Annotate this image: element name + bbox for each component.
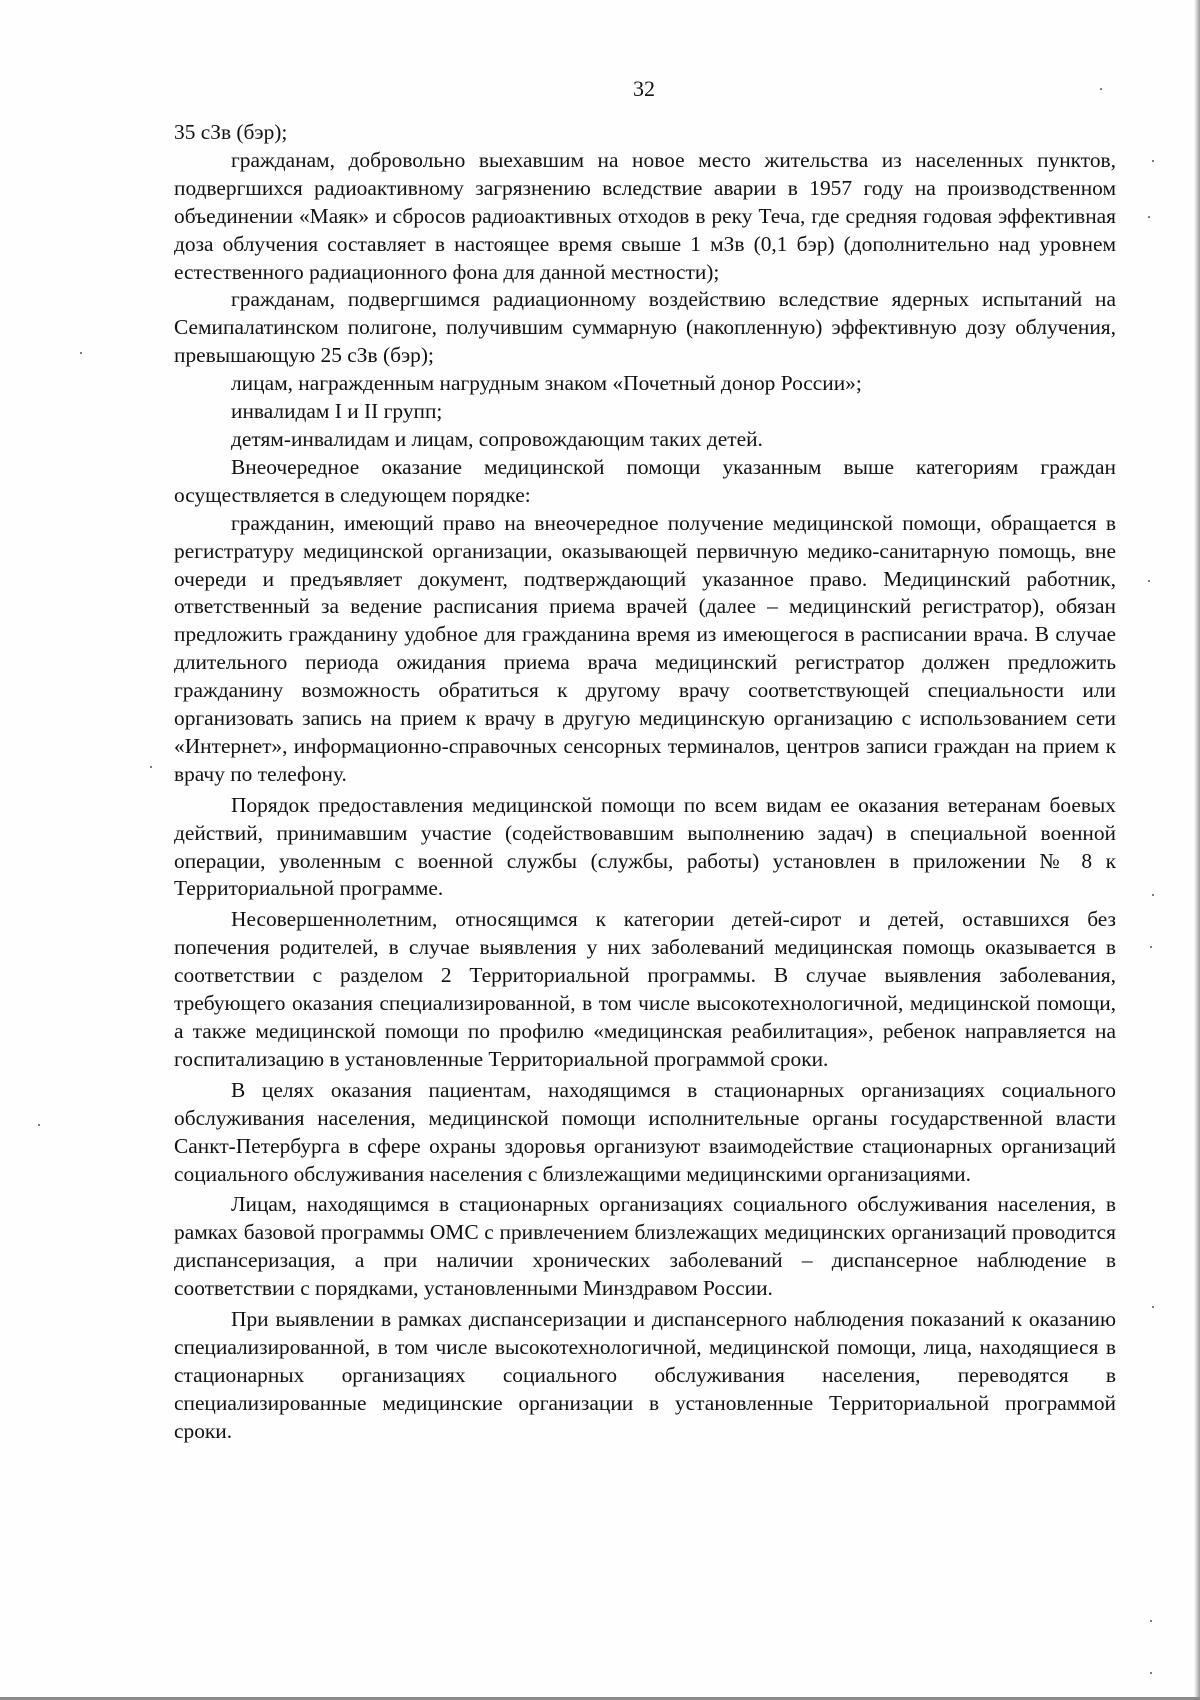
document-body xyxy=(174,119,1116,1446)
scan-speck xyxy=(1148,580,1150,582)
scan-speck xyxy=(1150,1672,1152,1674)
paragraph-11: В целях оказания пациентам, находящимся в стационарных организациях социального обслуживания населения, медицинской помощи исполнительные органы государственной власти Санкт-Петербурга в сфере охраны здоровья организуют взаимодействие стационарных организаций социального обслуживания населения с близлежащими медицинскими организациями. xyxy=(174,1077,1116,1186)
paragraph-8: гражданин, имеющий право на внеочередное получение медицинской помощи, обращается в регистратуру медицинской организации, оказывающей первичную медико-санитарную помощь, вне очереди и предъявляет документ, подтверждающий указанное право. Медицинский работник, ответственный за ведение расписания приема врачей (далее – медицинский регистратор), обязан предложить гражданину удобное для гражданина время из имеющегося в расписании врача. В случае длительного периода ожидания приема врача медицинский регистратор должен предложить гражданину возможность обратиться к другому врачу соответствующей специальности или организовать запись на прием к врачу в другую медицинскую организацию с использованием сети «Интернет», информационно-справочных сенсорных терминалов, центров записи граждан на прием к врачу по телефону. xyxy=(174,510,1116,786)
paragraph-5: инвалидам I и II групп; xyxy=(231,399,443,424)
paragraph-1: 35 сЗв (бэр); xyxy=(174,120,288,144)
scan-speck xyxy=(1148,216,1150,218)
scan-speck xyxy=(150,766,152,768)
paragraph-3: гражданам, подвергшимся радиационному воздействию вследствие ядерных испытаний на Семипалатинском полигоне, получившим суммарную (накопленную) эффективную дозу облучения, превышающую 25 сЗв (бэр); xyxy=(174,287,1116,368)
scan-edge-right xyxy=(1194,0,1200,1700)
scan-speck xyxy=(1150,946,1152,948)
paragraph-9: Порядок предоставления медицинской помощи по всем видам ее оказания ветеранам боевых действий, принимавшим участие (содействовавшим выполнению задач) в специальной военной операции, уволенным с военной службы (службы, работы) установлен в приложении № 8 к Территориальной программе. xyxy=(174,792,1116,901)
paragraph-6: детям-инвалидам и лицам, сопровождающим таких детей. xyxy=(231,426,763,451)
scan-speck xyxy=(38,1124,40,1126)
paragraph-10: Несовершеннолетним, относящимся к категории детей-сирот и детей, оставшихся без попечения родителей, в случае выявления у них заболеваний медицинская помощь оказывается в соответствии с разделом 2 Территориальной программы. В случае выявления заболевания, требующего оказания специализированной, в том числе высокотехнологичной, медицинской помощи, а также медицинской помощи по профилю «медицинская реабилитация», ребенок направляется на госпитализацию в установленные Территориальной программой сроки. xyxy=(174,907,1116,1071)
scan-speck xyxy=(1152,894,1154,896)
scan-speck xyxy=(1152,1306,1154,1308)
paragraph-4: лицам, награжденным нагрудным знаком «Почетный донор России»; xyxy=(231,371,862,396)
paragraph-12: Лицам, находящимся в стационарных организациях социального обслуживания населения, в рамках базовой программы ОМС с привлечением близлежащих медицинских организаций проводится диспансеризация, а при наличии хронических заболеваний – диспансерное наблюдение в соответствии с порядками, установленными Минздравом России. xyxy=(174,1192,1116,1301)
scan-speck xyxy=(1150,1620,1152,1622)
page-number: 32 xyxy=(633,76,655,101)
paragraph-13: При выявлении в рамках диспансеризации и диспансерного наблюдения показаний к оказанию специализированной, в том числе высокотехнологичной, медицинской помощи, лица, находящиеся в стационарных организациях социального обслуживания населения, переводятся в специализированные медицинские организации в установленные Территориальной программой сроки. xyxy=(174,1307,1116,1443)
scan-speck xyxy=(1100,88,1102,90)
scan-speck xyxy=(80,352,82,354)
scan-speck xyxy=(1152,160,1154,162)
paragraph-2: гражданам, добровольно выехавшим на новое место жительства из населенных пунктов, подвергшихся радиоактивному загрязнению вследствие аварии в 1957 году на производственном объединении «Маяк» и сбросов радиоактивных отходов в реку Теча, где средняя годовая эффективная доза облучения составляет в настоящее время свыше 1 мЗв (0,1 бэр) (дополнительно над уровнем естественного радиационного фона для данной местности); xyxy=(174,147,1116,284)
paragraph-7: Внеочередное оказание медицинской помощи указанным выше категориям граждан осуществляется в следующем порядке: xyxy=(174,454,1116,507)
